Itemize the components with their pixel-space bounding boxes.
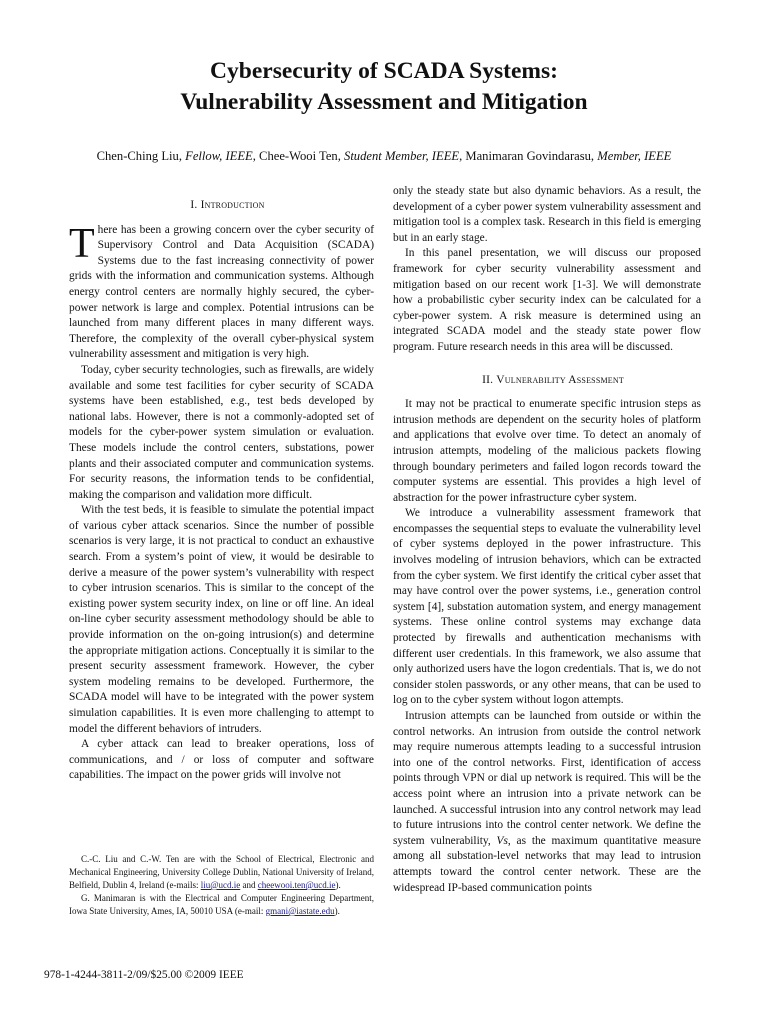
footnotes bbox=[69, 853, 374, 918]
right-column bbox=[393, 184, 701, 896]
section-number: I. bbox=[190, 199, 201, 211]
section-number: II. bbox=[482, 373, 497, 386]
author-1-role: Fellow, IEEE bbox=[185, 149, 253, 163]
intro-paragraph-4: A cyber attack can lead to breaker operations, loss of communications, and / or loss of computer and software capabilities. The impact on the power grids will involve not bbox=[69, 738, 374, 782]
intro-paragraph-3: With the test beds, it is feasible to simulate the potential impact of various cyber attack scenarios. Since the number of possible scenarios is very large, it is not practical to conduct an exhaustive search. From a system’s point of view, it would be desirable to derive a measure of the power system’s vulnerability with respect to cyber intrusion scenarios. This is similar to the concept of the existing power system security index, on line or off line. An ideal on-line cyber security assessment methodology should be able to provide information on the on-going intrusion(s) and determine the appropriate mitigation actions. Conceptually it is similar to the present security assessment framework. However, the cyber system modeling remains to be developed. Furthermore, the SCADA model will have to be integrated with the power system simulation capabilities. It is even more challenging to attempt to model the different behaviors of intruders. bbox=[69, 504, 374, 735]
vuln-paragraph-3-text-a: Intrusion attempts can be launched from outside or within the control networks. An intrusion from outside the control network may require numerous attempts leading to a successful intrusion into one of the control networks. First, identification of access points through VPN or dial up network is required. This will be the access point where an intrusion into a private network can be launched. A successful intrusion into any control network may lead to future intrusions into the control center network. We define the system vulnerability, bbox=[393, 710, 701, 847]
vuln-variable: Vs bbox=[496, 834, 508, 847]
author-3-name: , Manimaran Govindarasu, bbox=[459, 149, 598, 163]
intro-paragraph-2: Today, cyber security technologies, such as firewalls, are widely available and some test facilities for cyber security of SCADA systems have been established, e.g., test beds developed by national labs. However, there is not a commonly-adopted set of models for the cyber-power system simulation or evaluation. These models include the control centers, substations, power plants and their associated computer and communication systems. For security reasons, the information tends to be confidential, making the comparison and validation more difficult. bbox=[69, 363, 374, 501]
footnote-2 bbox=[69, 892, 374, 918]
vuln-paragraph-1: It may not be practical to enumerate specific intrusion steps as intrusion methods are dependent on the security holes of platform and applications that evolve over time. To detect an anomaly of intrusion attempts, modeling of the malicious packets flowing through boundary perimeters and failed logon records toward the computer systems are essential. This provides a high level of abstraction for the power infrastructure cyber system. bbox=[393, 398, 701, 504]
copyright-notice: 978-1-4244-3811-2/09/$25.00 ©2009 IEEE bbox=[44, 969, 244, 981]
section-title: Vulnerability Assessment bbox=[496, 373, 624, 386]
author-line bbox=[30, 149, 738, 164]
title-line-2: Vulnerability Assessment and Mitigation bbox=[180, 89, 588, 115]
vuln-paragraph-2: We introduce a vulnerability assessment framework that encompasses the sequential steps to evaluate the vulnerability level of cyber systems deployed in the power infrastructure. This involves modeling of intrusion behaviors, which can be extracted from the cyber system. We first identify the critical cyber asset that may have control over the power systems, i.e., generation control system [4], substation automation system, and energy management systems. These online control systems may exchange data protected by firewalls and authentication mechanisms with different user credentials. In this framework, we also assume that only authorized users have the logon credentials. That is, we do not consider stolen passwords, or any other means, that can be used to log on to the cyber system without logon attempts. bbox=[393, 507, 701, 707]
author-1-name: Chen-Ching Liu, bbox=[96, 149, 186, 163]
footnote-2-text-a: G. Manimaran is with the Electrical and Computer Engineering Department, Iowa State University, Ames, IA, 50010 USA (e-mail: bbox=[69, 893, 374, 916]
vuln-paragraph-3-text-b: , as the maximum quantitative measure among all substation-level networks that may lead to intrusion attempts toward the control center network. These are the widespread IP-based communication points bbox=[393, 834, 701, 894]
author-2-name: , Chee-Wooi Ten, bbox=[252, 149, 345, 163]
intro-paragraph-5: only the steady state but also dynamic behaviors. As a result, the development of a cyber power system vulnerability assessment and mitigation tool is a complex task. Research in this field is emerging but in an early stage. bbox=[393, 185, 701, 244]
email-link-manimaran[interactable]: gmani@iastate.edu bbox=[265, 906, 335, 916]
intro-paragraph-6: In this panel presentation, we will discuss our proposed framework for cyber security vulnerability assessment and mitigation based on our recent work [1-3]. We will demonstrate how a probabilistic cyber security index can be calculated for a cyber-power system. A risk measure is determined using an integrated SCADA model and the steady state power flow program. Future research needs in this area will be discussed. bbox=[393, 247, 701, 353]
email-link-liu[interactable]: liu@ucd.ie bbox=[200, 880, 241, 890]
section-heading-introduction bbox=[69, 198, 374, 214]
footnote-2-text-b: ). bbox=[334, 906, 340, 916]
footnote-1-text-a: C.-C. Liu and C.-W. Ten are with the School of Electrical, Electronic and Mechanical Engineering, University College Dublin, National University of Ireland, Belfield, Dublin 4, Ireland (e-mails: bbox=[69, 854, 374, 890]
section-heading-vulnerability bbox=[393, 373, 701, 389]
left-column bbox=[69, 198, 374, 784]
author-2-role: Student Member, IEEE bbox=[344, 149, 460, 163]
author-3-role: Member, IEEE bbox=[597, 149, 672, 163]
paper-title bbox=[60, 56, 708, 118]
intro-paragraph-1-text: here has been a growing concern over the cyber security of Supervisory Control and Data Acquisition (SCADA) Systems due to the fast increasing connectivity of power grids with the information and communication systems. Although energy control centers are normally highly secured, the cyber-power network is large and complex. Potential intrusions can be launched from many different places in many different ways. Therefore, the complexity of the overall cyber-physical system vulnerability assessment and mitigation is very high. bbox=[69, 223, 374, 361]
drop-cap: T bbox=[69, 220, 95, 267]
title-line-1: Cybersecurity of SCADA Systems: bbox=[210, 58, 558, 84]
email-link-ten[interactable]: cheewooi.ten@ucd.ie bbox=[257, 880, 336, 890]
section-title: Introduction bbox=[200, 199, 265, 211]
footnote-1-text-c: ). bbox=[335, 880, 341, 890]
vuln-paragraph-3 bbox=[393, 709, 701, 896]
intro-paragraph-1 bbox=[69, 220, 374, 363]
footnote-1 bbox=[69, 853, 374, 892]
footnote-1-text-b: and bbox=[240, 880, 258, 890]
